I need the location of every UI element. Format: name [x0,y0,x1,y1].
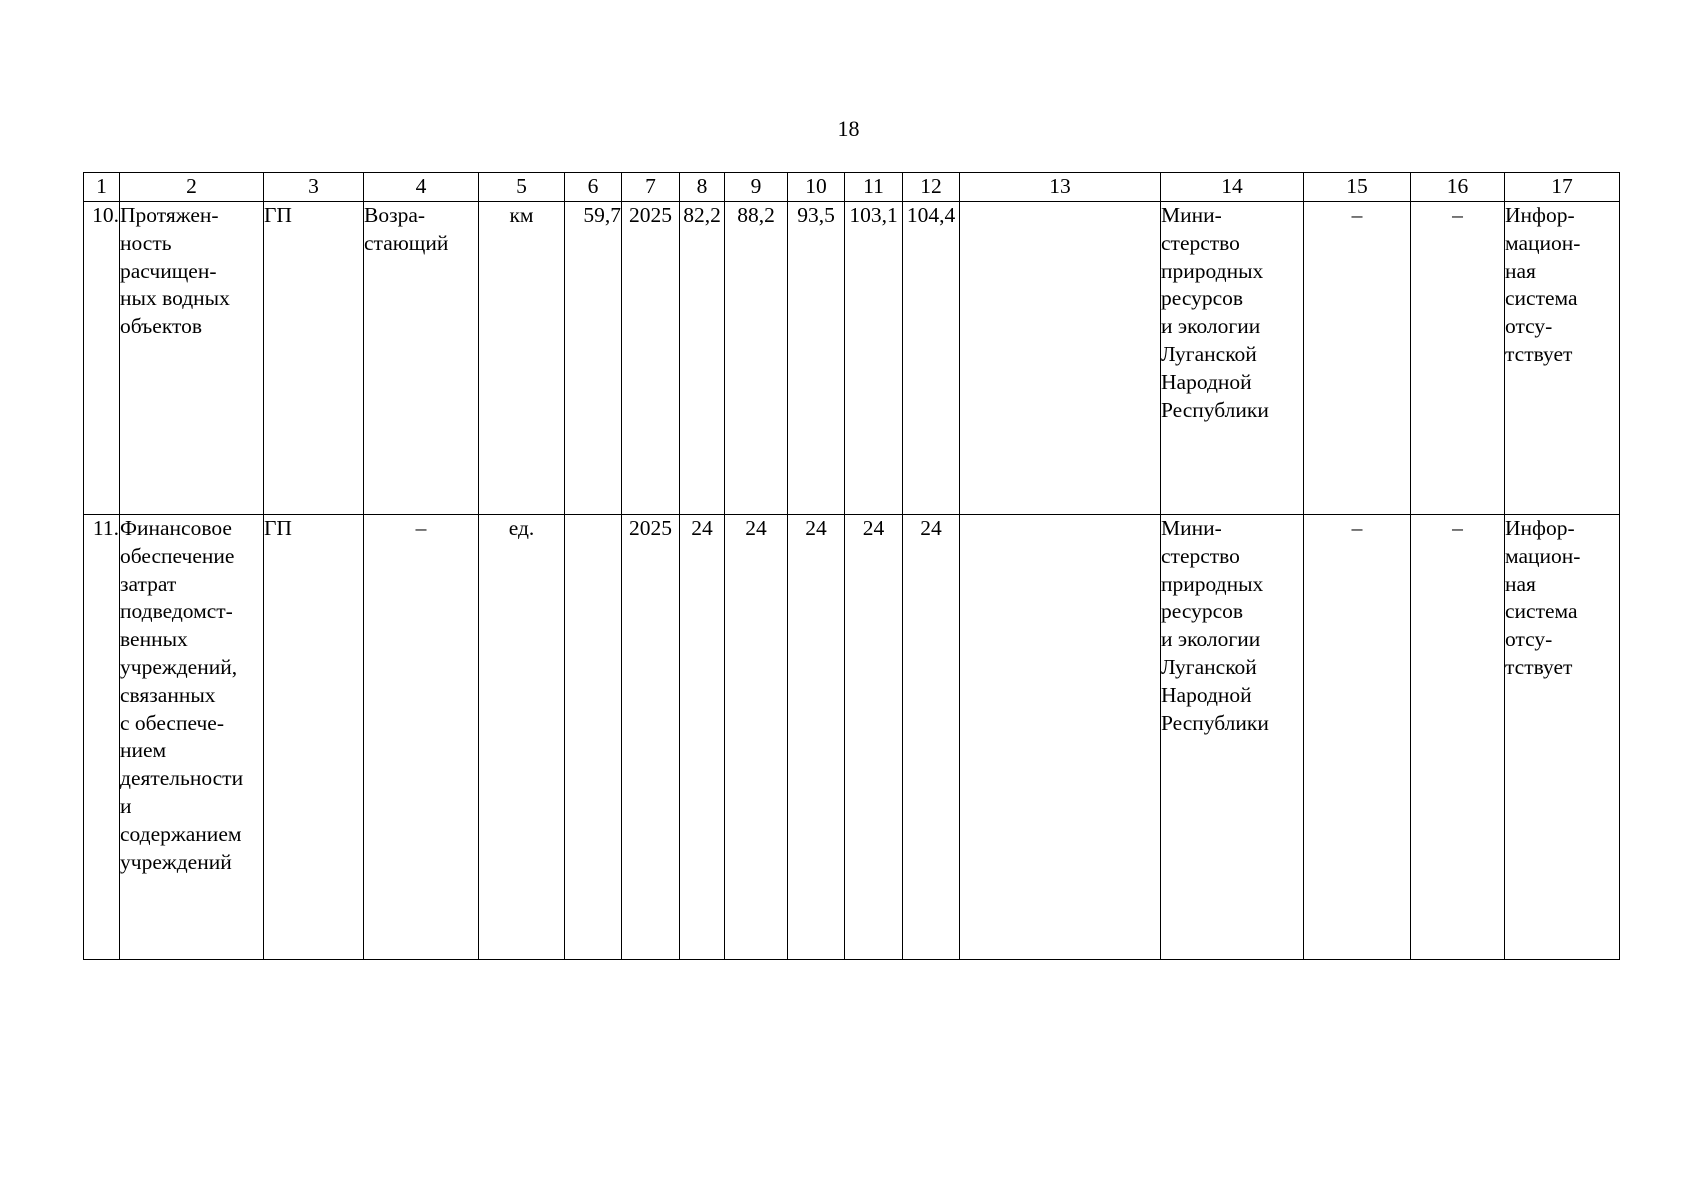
unit: ед. [479,515,565,960]
header-cell: 9 [725,173,788,202]
row-number: 11. [84,515,120,960]
value-col-12: 104,4 [903,202,960,515]
table-header-row [84,173,1620,202]
header-cell: 12 [903,173,960,202]
value-col-9: 24 [725,515,788,960]
info-system [1505,202,1620,515]
responsible-body-text: Мини- стерство природных ресурсов и экологии Луганской Народной Республики [1161,516,1269,735]
row-number: 10. [84,202,120,515]
header-cell: 13 [960,173,1161,202]
indicator-name [120,202,264,515]
col-15-cell: – [1304,515,1411,960]
header-cell: 11 [845,173,903,202]
col-16-cell: – [1411,202,1505,515]
indicator-level: ГП [264,515,364,960]
value-col-11: 103,1 [845,202,903,515]
value-col-9: 88,2 [725,202,788,515]
indicator-name-text: Протяжен- ность расчищен- ных водных объектов [120,203,230,339]
header-cell: 14 [1161,173,1304,202]
header-cell: 5 [479,173,565,202]
indicator-level: ГП [264,202,364,515]
indicator-trend-text: Возра- стающий [364,203,449,255]
value-col-8: 24 [680,515,725,960]
table-row [84,202,1620,515]
info-system [1505,515,1620,960]
value-col-10: 24 [788,515,845,960]
header-cell: 8 [680,173,725,202]
value-col-8: 82,2 [680,202,725,515]
header-cell: 3 [264,173,364,202]
indicator-trend [364,202,479,515]
header-cell: 2 [120,173,264,202]
col-15-cell: – [1304,202,1411,515]
header-cell: 10 [788,173,845,202]
header-cell: 7 [622,173,680,202]
responsible-body-text: Мини- стерство природных ресурсов и экологии Луганской Народной Республики [1161,203,1269,422]
page-number: 18 [837,116,860,141]
info-system-text: Инфор- мацион- ная система отсу- тствует [1505,203,1581,366]
indicator-name-text: Финансовое обеспечение затрат подведомст- венных учреждений, связанных с обеспече- нием деятельности и содержанием учреждений [120,516,244,874]
responsible-body [1161,515,1304,960]
col-13-cell [960,515,1161,960]
header-cell: 15 [1304,173,1411,202]
value-col-12: 24 [903,515,960,960]
info-system-text: Инфор- мацион- ная система отсу- тствует [1505,516,1581,679]
header-cell: 1 [84,173,120,202]
base-year: 2025 [622,515,680,960]
responsible-body [1161,202,1304,515]
base-value: 59,7 [565,202,622,515]
header-cell: 17 [1505,173,1620,202]
base-value [565,515,622,960]
value-col-11: 24 [845,515,903,960]
indicator-trend [364,515,479,960]
col-13-cell [960,202,1161,515]
header-cell: 16 [1411,173,1505,202]
value-col-10: 93,5 [788,202,845,515]
indicator-name [120,515,264,960]
indicators-table [83,172,1620,960]
header-cell: 6 [565,173,622,202]
table-row [84,515,1620,960]
header-cell: 4 [364,173,479,202]
unit: км [479,202,565,515]
indicator-trend-text: – [415,516,427,540]
base-year: 2025 [622,202,680,515]
col-16-cell: – [1411,515,1505,960]
